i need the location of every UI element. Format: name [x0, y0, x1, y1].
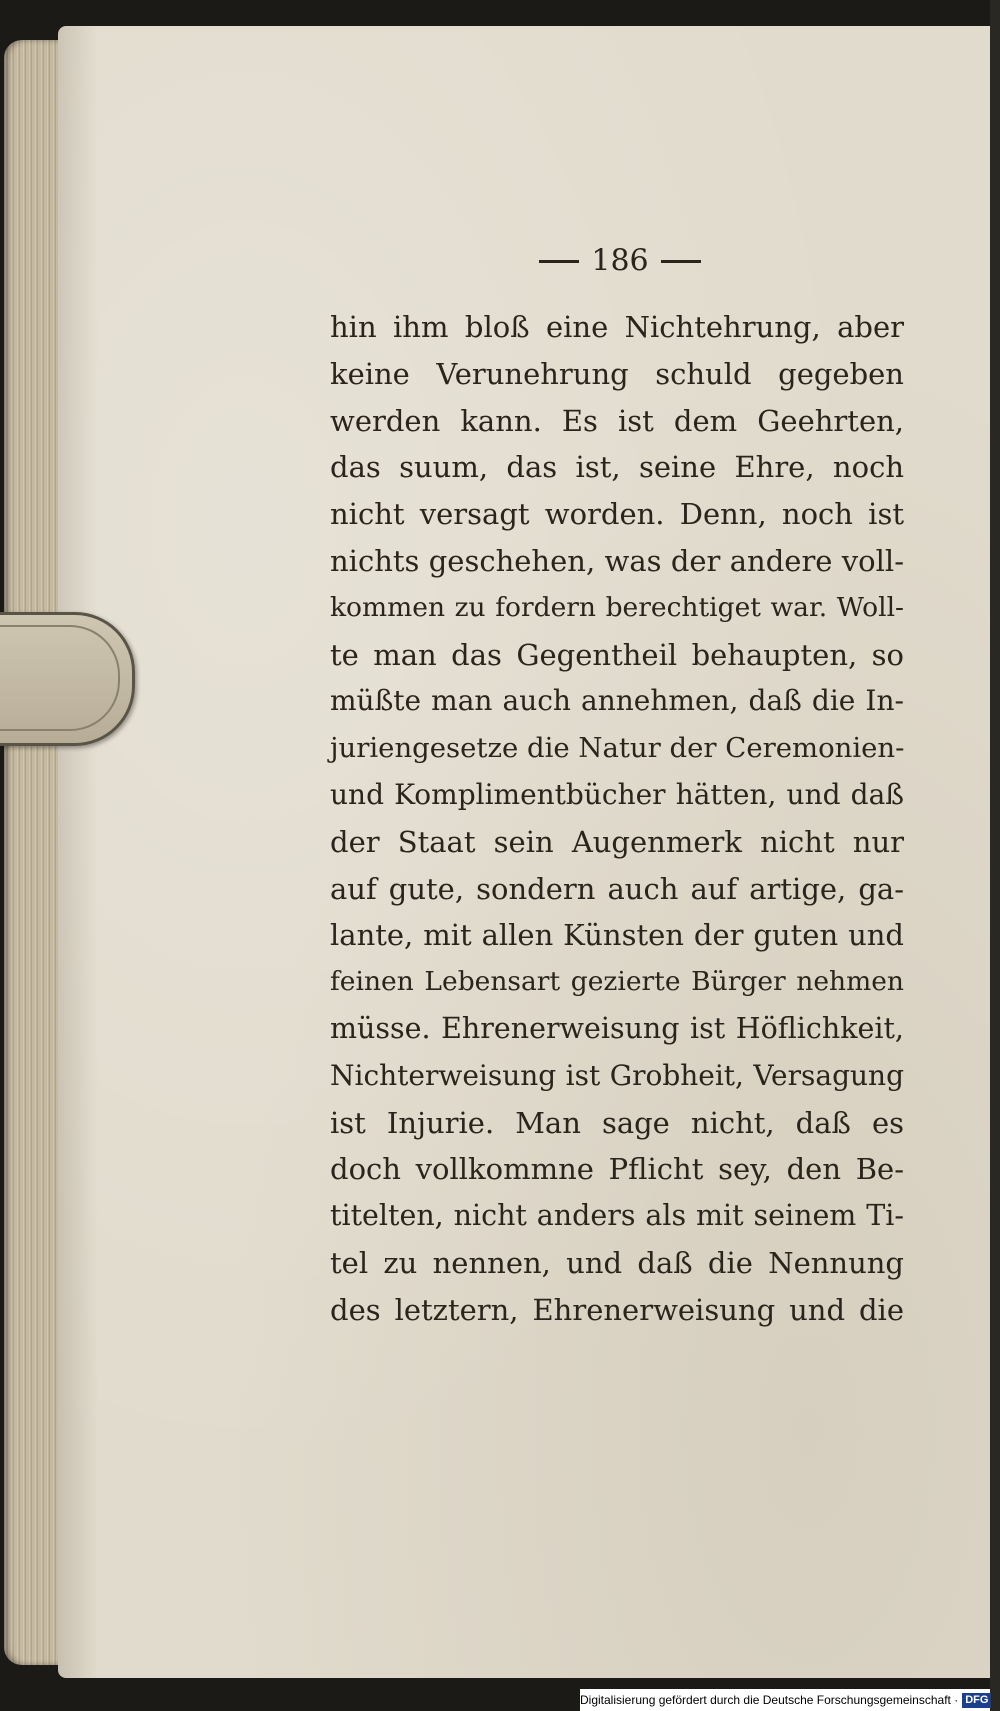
- text-line: müsse. Ehrenerweisung ist Höflichkeit,: [330, 1011, 904, 1045]
- page-number: 186: [591, 243, 649, 279]
- text-line: werden kann. Es ist dem Geehrten,: [330, 403, 904, 438]
- page-header: [500, 242, 740, 282]
- text-line: nichts geschehen, was der andere voll-: [330, 543, 904, 578]
- digitization-footer: [580, 1689, 990, 1711]
- text-line: hin ihm bloß eine Nichtehrung, aber: [330, 310, 904, 344]
- text-line: kommen zu fordern berechtiget war. Woll-: [330, 591, 904, 623]
- text-line: das suum, das ist, seine Ehre, noch: [330, 450, 904, 485]
- bookmark-clip: [0, 612, 135, 746]
- text-line: titelten, nicht anders als mit seinem Ti-: [330, 1199, 904, 1233]
- text-line: auf gute, sondern auch auf artige, ga-: [330, 871, 904, 906]
- text-line: lante, mit allen Künsten der guten und: [330, 918, 904, 953]
- bookmark-clip-inner: [0, 625, 120, 731]
- text-line: juriengesetze die Natur der Ceremonien-: [330, 732, 905, 765]
- header-dash-left: [539, 260, 579, 263]
- text-line: und Komplimentbücher hätten, und daß: [330, 777, 904, 811]
- text-line: nicht versagt worden. Denn, noch ist: [330, 497, 904, 532]
- text-line: müßte man auch annehmen, daß die In-: [330, 684, 904, 718]
- footer-text: Digitalisierung gefördert durch die Deutsche Forschungsgemeinschaft ·: [580, 1693, 959, 1707]
- text-line: Nichterweisung ist Grobheit, Versagung: [330, 1058, 904, 1092]
- text-line: feinen Lebensart gezierte Bürger nehmen: [330, 966, 904, 998]
- page-edges: [4, 40, 66, 1665]
- right-edge: [990, 0, 1000, 1711]
- text-line: tel zu nennen, und daß die Nennung: [330, 1245, 904, 1280]
- text-line: des letztern, Ehrenerweisung und die: [330, 1292, 904, 1327]
- text-line: der Staat sein Augenmerk nicht nur: [330, 824, 904, 859]
- body-text: [330, 304, 904, 1334]
- text-line: ist Injurie. Man sage nicht, daß es: [330, 1105, 904, 1140]
- text-line: keine Verunehrung schuld gegeben: [330, 356, 904, 391]
- text-line: te man das Gegentheil behaupten, so: [330, 637, 904, 672]
- dfg-logo: DFG: [962, 1693, 991, 1708]
- text-line: doch vollkommne Pflicht sey, den Be-: [330, 1152, 904, 1187]
- header-dash-right: [661, 260, 701, 263]
